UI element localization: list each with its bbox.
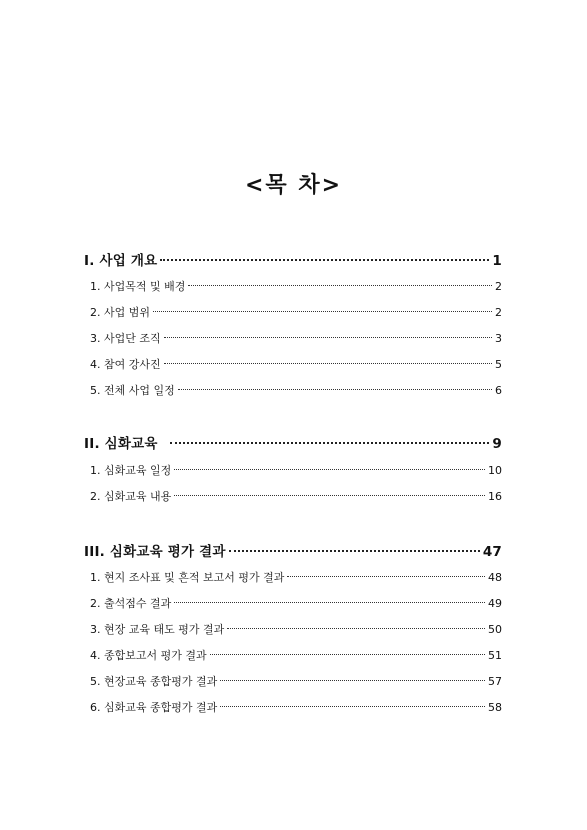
toc-page-number: 9	[492, 436, 502, 452]
toc-page-number: 2	[495, 306, 502, 319]
toc-page-number: 47	[482, 544, 502, 560]
toc-page-number: 5	[495, 358, 502, 371]
dot-leader	[170, 441, 490, 444]
dot-leader	[229, 549, 480, 552]
toc-page-number: 51	[488, 649, 502, 662]
toc-item-label: 2. 출석점수 결과	[90, 597, 172, 610]
toc-item-label: 5. 전체 사업 일정	[90, 384, 175, 397]
dot-leader	[287, 575, 485, 577]
toc-item[interactable]	[84, 462, 502, 478]
toc-item-label: 4. 참여 강사진	[90, 358, 161, 371]
dot-leader	[220, 705, 485, 707]
toc-section-3[interactable]	[84, 540, 502, 560]
toc-item-label: 3. 현장 교육 태도 평가 결과	[90, 623, 225, 636]
toc-page-number: 10	[488, 464, 502, 477]
toc-page-number: 57	[488, 675, 502, 688]
toc-section-2[interactable]	[84, 432, 502, 452]
dot-leader	[178, 388, 492, 390]
dot-leader	[210, 653, 485, 655]
toc-page-number: 58	[488, 701, 502, 714]
toc-page-number: 3	[495, 332, 502, 345]
toc-item-label: 5. 현장교육 종합평가 결과	[90, 675, 218, 688]
toc-item-label: 1. 심화교육 일정	[90, 464, 172, 477]
toc-item[interactable]	[84, 699, 502, 715]
toc-page-number: 2	[495, 280, 502, 293]
dot-leader	[220, 679, 485, 681]
toc-item-label: 2. 심화교육 내용	[90, 490, 172, 503]
dot-leader	[174, 468, 485, 470]
toc-item-label: 4. 종합보고서 평가 결과	[90, 649, 207, 662]
toc-item[interactable]	[84, 278, 502, 294]
toc-page-number: 49	[488, 597, 502, 610]
toc-page-number: 1	[492, 253, 502, 269]
dot-leader	[153, 310, 492, 312]
toc-item[interactable]	[84, 382, 502, 398]
toc-item[interactable]	[84, 621, 502, 637]
toc-section-label: I. 사업 개요	[84, 253, 158, 269]
toc-item[interactable]	[84, 595, 502, 611]
toc-item-label: 1. 사업목적 및 배경	[90, 280, 186, 293]
dot-leader	[160, 258, 489, 261]
toc-page-number: 48	[488, 571, 502, 584]
toc-item[interactable]	[84, 330, 502, 346]
toc-section-label: II. 심화교육	[84, 436, 158, 452]
toc-item-label: 2. 사업 범위	[90, 306, 150, 319]
dot-leader	[164, 336, 492, 338]
dot-leader	[174, 601, 485, 603]
toc-item[interactable]	[84, 304, 502, 320]
toc-section-label: III. 심화교육 평가 결과	[84, 544, 226, 560]
toc-item[interactable]	[84, 569, 502, 585]
toc-item-label: 1. 현지 조사표 및 흔적 보고서 평가 결과	[90, 571, 285, 584]
page-title: <목 차>	[244, 173, 343, 198]
toc-item-label: 6. 심화교육 종합평가 결과	[90, 701, 218, 714]
toc-page-number: 50	[488, 623, 502, 636]
dot-leader	[174, 494, 485, 496]
toc-item[interactable]	[84, 356, 502, 372]
toc-item[interactable]	[84, 673, 502, 689]
toc-item-label: 3. 사업단 조직	[90, 332, 161, 345]
dot-leader	[227, 627, 485, 629]
toc-page-number: 16	[488, 490, 502, 503]
dot-leader	[188, 284, 492, 286]
toc-page-number: 6	[495, 384, 502, 397]
dot-leader	[164, 362, 492, 364]
toc-item[interactable]	[84, 647, 502, 663]
toc-section-1[interactable]	[84, 249, 502, 269]
toc-item[interactable]	[84, 488, 502, 504]
